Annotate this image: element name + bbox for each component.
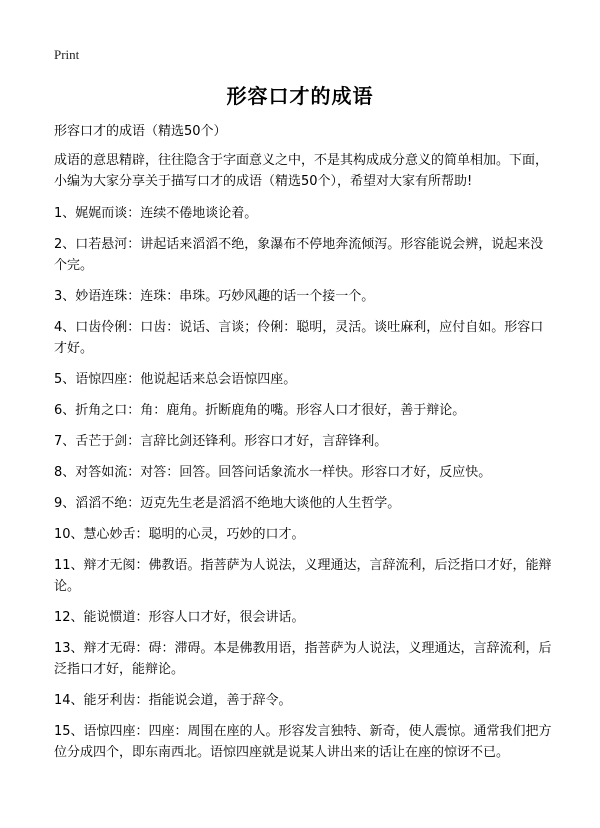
idiom-entry-10: 10、慧心妙舌：聪明的心灵，巧妙的口才。	[54, 527, 305, 542]
idiom-entry-8: 8、对答如流：对答：回答。回答问话象流水一样快。形容口才好，反应快。	[54, 465, 492, 480]
idiom-entry-7: 7、舌芒于剑：言辞比剑还锋利。形容口才好，言辞锋利。	[54, 434, 388, 449]
document-subtitle: 形容口才的成语（精选50个）	[54, 124, 227, 139]
idiom-entry-13: 13、辩才无碍：碍：滞碍。本是佛教用语，指菩萨为人说法，义理通达，言辞流利，后泛指口才好，能辩论。	[54, 641, 552, 677]
idiom-entry-15: 15、语惊四座：四座：周围在座的人。形容发言独特、新奇，使人震惊。通常我们把方位分成四个，即东南西北。语惊四座就是说某人讲出来的话让在座的惊讶不已。	[54, 724, 552, 760]
document-content	[54, 150, 552, 773]
idiom-entry-5: 5、语惊四座：他说起话来总会语惊四座。	[54, 372, 297, 387]
idiom-entry-1: 1、娓娓而谈：连续不倦地谈论着。	[54, 206, 258, 221]
idiom-entry-9: 9、滔滔不绝：迈克先生老是滔滔不绝地大谈他的人生哲学。	[54, 496, 401, 511]
page-title: 形容口才的成语	[226, 84, 374, 108]
idiom-entry-6: 6、折角之口：角：鹿角。折断鹿角的嘴。形容人口才很好，善于辩论。	[54, 403, 466, 418]
idiom-entry-3: 3、妙语连珠：连珠：串珠。巧妙风趣的话一个接一个。	[54, 289, 375, 304]
idiom-entry-4: 4、口齿伶俐：口齿：说话、言谈；伶俐：聪明，灵活。谈吐麻利，应付自如。形容口才好。	[54, 320, 544, 356]
idiom-entry-14: 14、能牙利齿：指能说会道，善于辞令。	[54, 693, 292, 708]
idiom-entry-12: 12、能说惯道：形容人口才好，很会讲话。	[54, 610, 305, 625]
idiom-entry-11: 11、辩才无阂：佛教语。指菩萨为人说法，义理通达，言辞流利，后泛指口才好，能辩论。	[54, 558, 552, 594]
intro-paragraph: 成语的意思精辟，往往隐含于字面意义之中，不是其构成成分意义的简单相加。下面，小编为大家分享关于描写口才的成语（精选50个），希望对大家有所帮助!	[54, 153, 549, 189]
print-link[interactable]: Print	[54, 47, 80, 62]
idiom-entry-2: 2、口若悬河：讲起话来滔滔不绝，象瀑布不停地奔流倾泻。形容能说会辨，说起来没个完。	[54, 237, 544, 273]
